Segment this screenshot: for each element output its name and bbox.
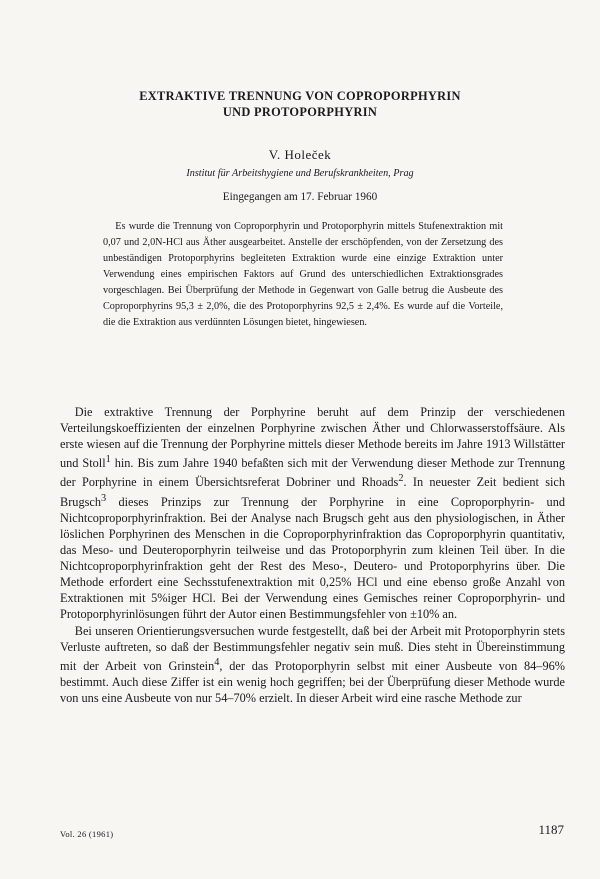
reference-3: 3 [101,492,107,504]
volume-info: Vol. 26 (1961) [60,829,114,839]
author-name: V. Holeček [268,147,332,162]
reference-4: 4 [214,656,220,668]
title-line-1: EXTRAKTIVE TRENNUNG VON COPROPORPHYRIN [139,89,461,103]
title-line-2: UND PROTOPORPHYRIN [222,105,378,119]
received-date: Eingegangen am 17. Februar 1960 [222,191,378,203]
article-body [60,404,565,706]
body-paragraph-2 [60,623,565,707]
reference-2: 2 [398,473,404,485]
p1-text-d: dieses Prinzips zur Trennung der Porphyrine in eine Coproporphyrin- und Nichtcoproporphyrinfraktion. Bei der Analyse nach Brugsch geht aus den physiologischen, in Äther löslichen Porphyrinen des Menschen in die Coproporphyrinfraktion das Coproporphyrin quantitativ, das Meso- und Deuteroporphyrin teilweise und das Protoporphyrin zum kleinen Teil über. In die Nichtcoproporphyrinfraktion geht der Rest des Meso-, Deutero- und Protoporphyrins über. Die Methode erfordert eine Sechsstufenextraktion mit 0,25% HCl und eine ebenso große Anzahl von Extraktionen mit 5%iger HCl. Bei der Verwendung eines Gemisches reiner Coproporphyrin- und Protoporphyrinlösungen führt der Autor einen Bestimmungsfehler von ±10% an. [60,494,565,622]
p1-text-c: . In neuester Zeit bedient sich Brugsch [60,475,566,509]
p1-text-b: hin. Bis zum Jahre 1940 befaßten sich mit der Verwendung dieser Methode zur Trennung der Porphyrine in einem Übersichtsreferat Dobriner und Rhoads [60,456,565,490]
body-paragraph-1 [60,404,565,623]
author-institute: Institut für Arbeitshygiene und Berufskrankheiten, Prag [186,168,414,179]
p1-text-a: Die extraktive Trennung der Porphyrine beruht auf dem Prinzip der verschiedenen Verteilungskoeffizienten der einzelnen Porphyrine zwischen Äther und Chlorwasserstoffsäure. Als erste wiesen auf die Trennung der Porphyrine mittels dieser Methode bereits im Jahre 1913 Willstätter und Stoll [60,405,565,471]
abstract: Es wurde die Trennung von Coproporphyrin und Protoporphyrin mittels Stufenextraktion mit 0,07 und 2,0N-HCl aus Äther ausgearbeitet. Anstelle der erschöpfenden, von der Zersetzung des unbeständigen Protoporphyrins begleiteten Extraktion wurde eine einzige Extraktion unter Verwendung eines empirischen Faktors auf Grund des unterschiedlichen Extraktionsgrades vorgeschlagen. Bei Überprüfung der Methode in Gegenwart von Galle betrug die Ausbeute des Coproporphyrins 95,3 ± 2,0%, die des Protoporphyrins 92,5 ± 2,4%. Es wurde auf die Vorteile, die die Extraktion aus verdünnten Lösungen bietet, hingewiesen. [103,221,503,328]
article-title [60,88,540,120]
reference-1: 1 [105,454,111,466]
page-number: 1187 [538,822,564,837]
p2-text-a: Bei unseren Orientierungsversuchen wurde festgestellt, daß bei der Arbeit mit Protoporphyrin stets Verluste auftreten, so daß der Bestimmungsfehler negativ sein muß. Dies steht in Übereinstimmung mit der Arbeit von Grinstein [60,623,565,673]
p2-text-b: , der das Protoporphyrin selbst mit einer Ausbeute von 84–96% bestimmt. Auch diese Ziffer ist ein wenig hoch gegriffen; bei der Überprüfung dieser Methode wurde von uns eine Ausbeute von nur 54–70% erzielt. In dieser Arbeit wird eine rasche Methode zur [60,658,565,705]
